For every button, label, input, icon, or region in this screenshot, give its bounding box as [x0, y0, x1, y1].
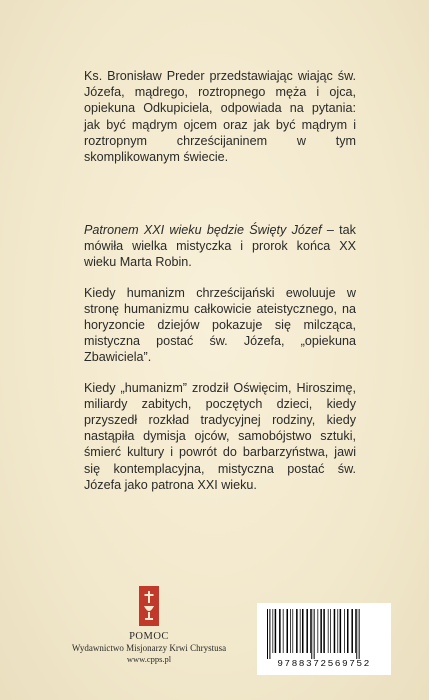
- publisher-block: [54, 586, 244, 665]
- isbn-barcode: [257, 603, 391, 675]
- barcode-number: 9788372569752: [277, 658, 371, 669]
- chalice-cross-logo-icon: [139, 586, 159, 626]
- publisher-url[interactable]: www.cpps.pl: [126, 654, 172, 664]
- humanism-paragraph: Kiedy humanizm chrześcijański ewoluuje w stronę humanizmu całkowicie ateistycznego, na horyzoncie dziejów pokazuje się milcząca, mistyczna postać św. Józefa, „opiekuna Zbawiciela”.: [84, 285, 356, 365]
- motto-attribution: – tak mówiła wielka mistyczka i prorok końca XX wieku Marta Robin.: [84, 223, 356, 270]
- publisher-full-name: Wydawnictwo Misjonarzy Krwi Chrystusa: [71, 643, 227, 653]
- publisher-name: POMOC: [129, 631, 169, 642]
- patron-paragraph: Kiedy „humanizm” zrodził Oświęcim, Hiroszimę, miliardy zabitych, poczętych dzieci, kiedy przyszedł rozkład tradycyjnej rodziny, kiedy nastąpiła dymisja ojców, samobójstwo sztuki, śmierć kultury i powrót do barbarzyństwa, jawi się kontemplacyjna, mistyczna postać św. Józefa jako patrona XXI wieku.: [84, 380, 356, 492]
- body-text: [84, 222, 356, 507]
- motto-quote: Patronem XXI wieku będzie Święty Józef: [84, 223, 322, 237]
- ean13-barcode-icon: [261, 609, 387, 659]
- motto-paragraph: [84, 222, 356, 271]
- intro-paragraph: Ks. Bronisław Preder przedstawiając wiając św. Józefa, mądrego, roztropnego męża i ojca, opiekuna Odkupiciela, odpowiada na pytania: jak być mądrym ojcem oraz jak być mądrym i roztropnym chrześcijaninem w tym skomplikowanym świecie.: [84, 69, 356, 165]
